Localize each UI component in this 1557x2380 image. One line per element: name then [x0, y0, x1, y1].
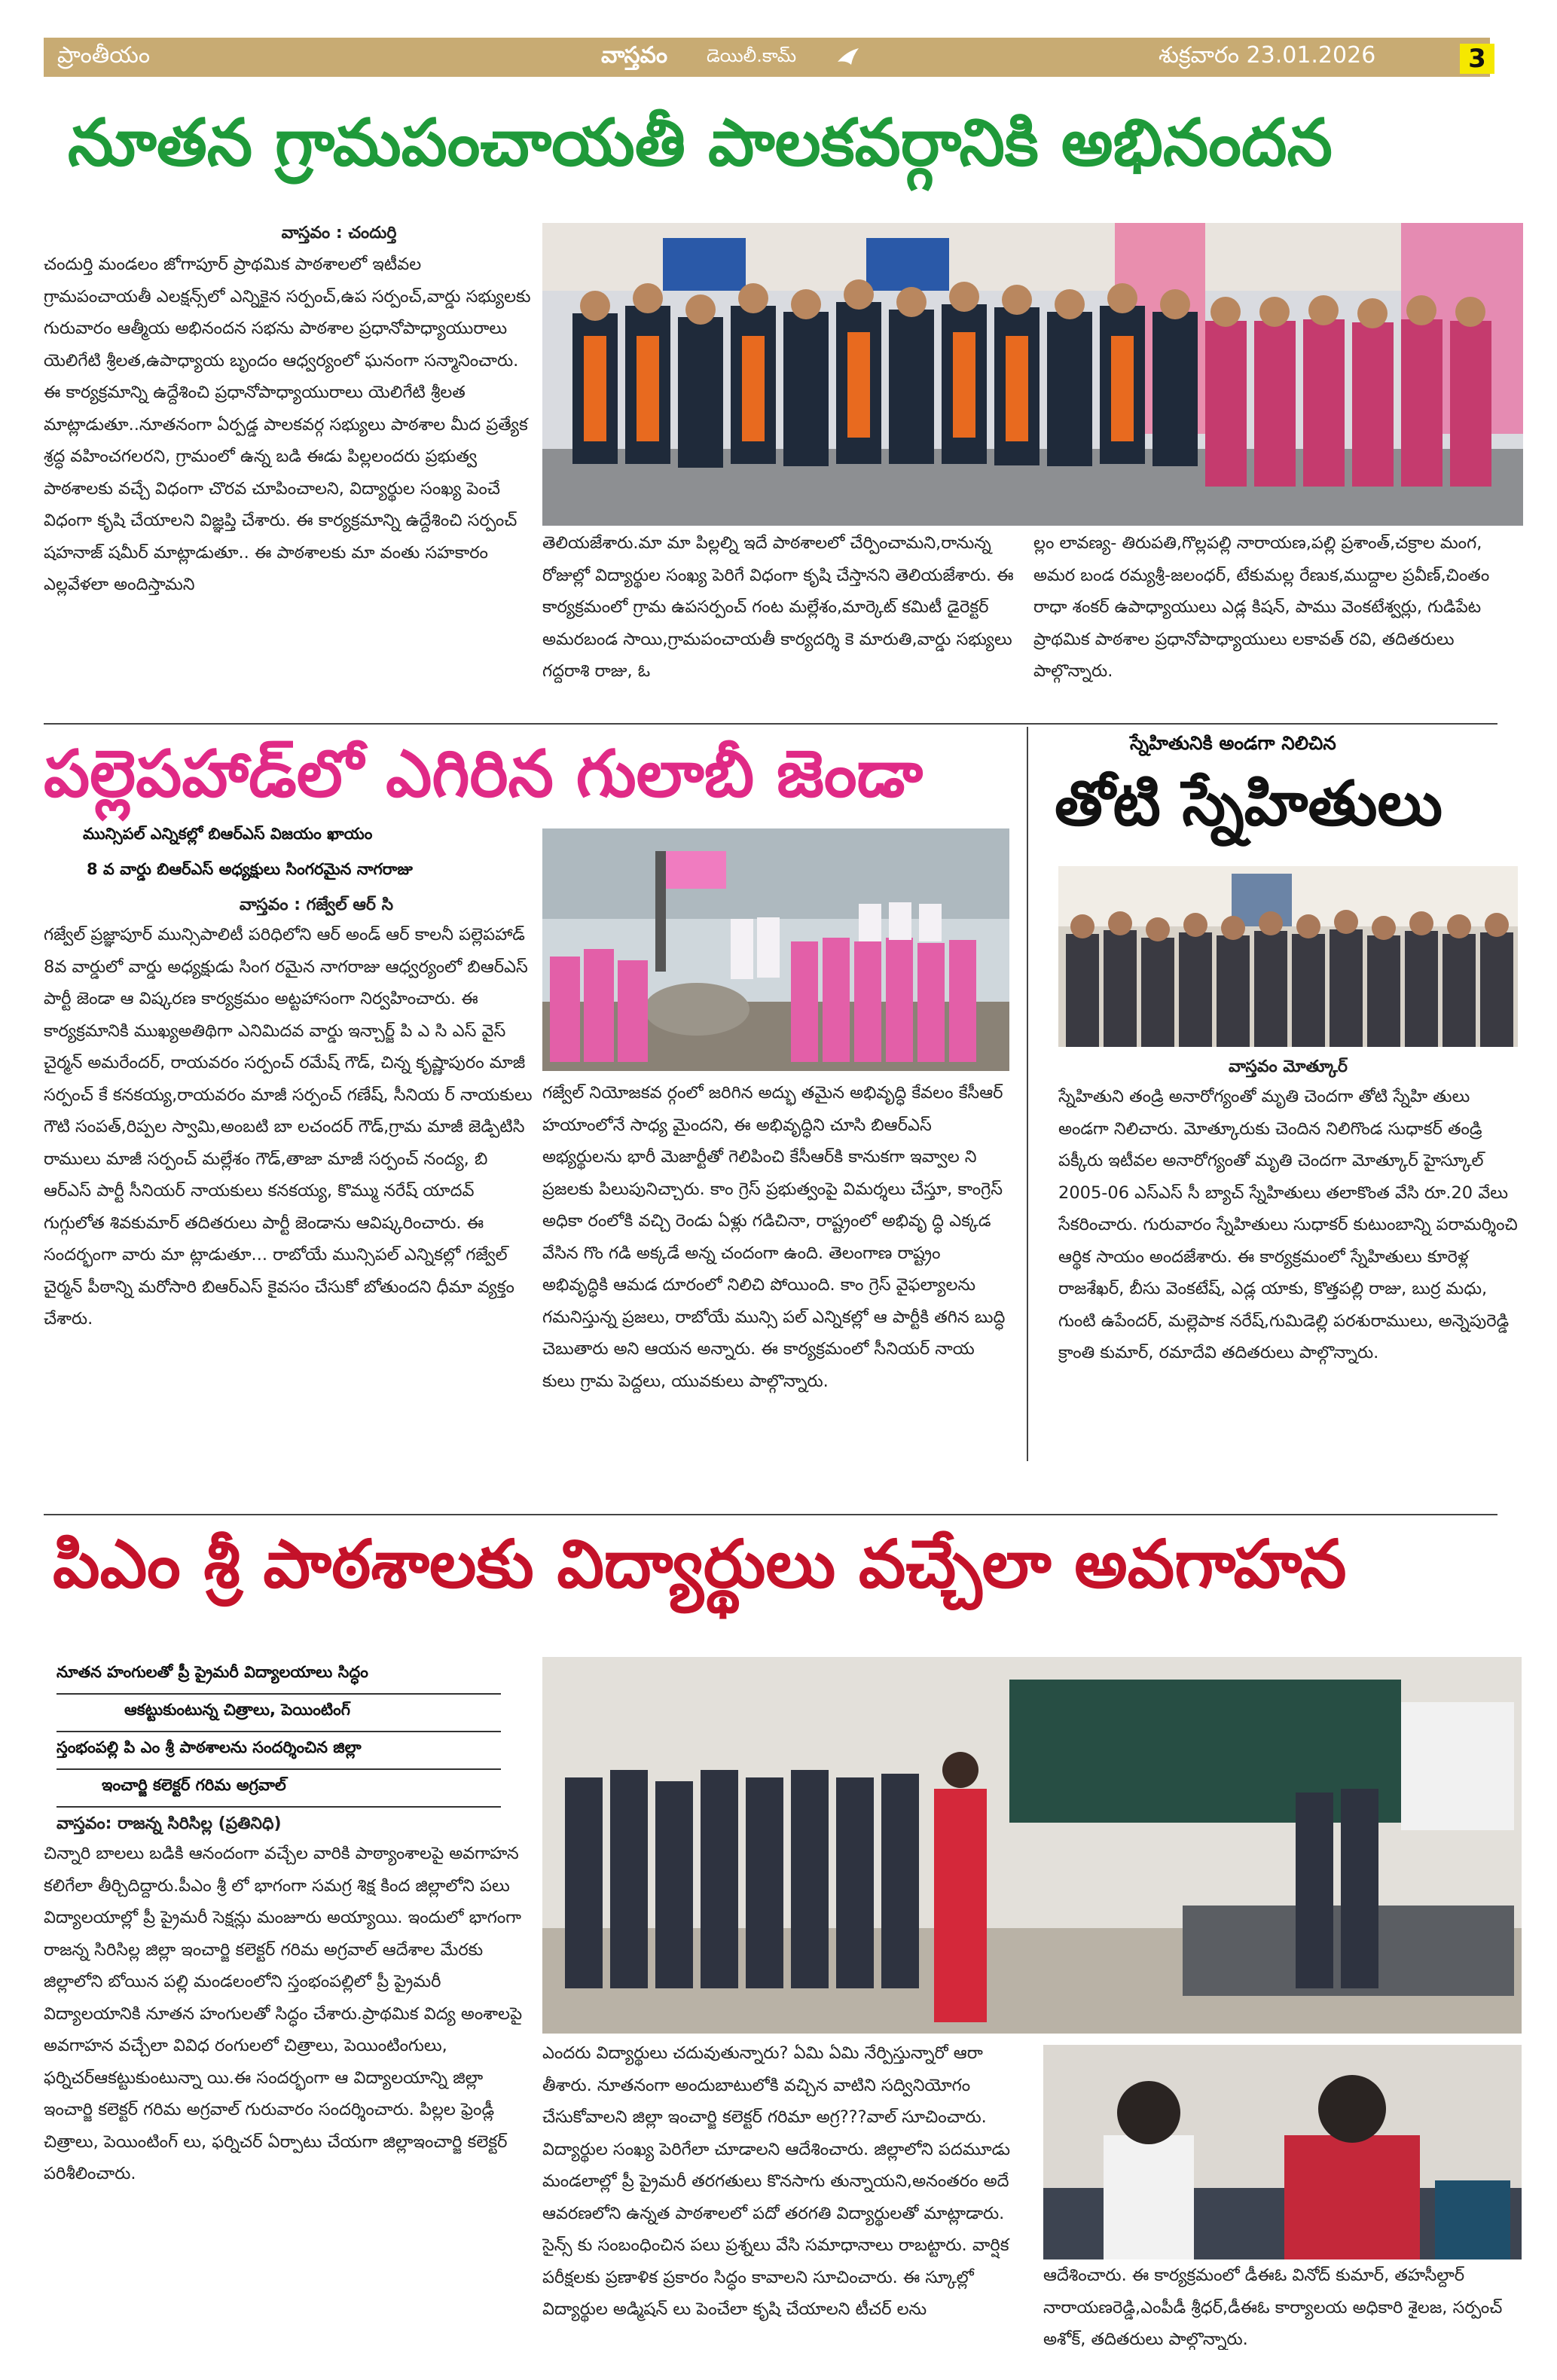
- story3-headline: తోటి స్నేహితులు: [1055, 768, 1443, 840]
- story1-col2: తెలియజేశారు.మా మా పిల్లల్ని ఇదే పాఠశాలలో చేర్పించామని,రానున్న రోజుల్లో విద్యార్థుల సంఖ్య పెరిగే విధంగా కృషి చేస్తానని తెలియజేశారు. ఈ కార్యక్రమంలో గ్రామ ఉపసర్పంచ్ గంట మల్లేశం,మార్కెట్ కమిటీ డైరెక్టర్ అమరబండ సాయి,గ్రామపంచాయతీ కార్యదర్శి కె మారుతి,వార్డు సభ్యులు గద్దరాశి రాజు, ఓ: [542, 533, 1014, 681]
- story4-col2: ఎందరు విద్యార్థులు చదువుతున్నారు? ఏమి ఏమి నేర్పిస్తున్నారో ఆరా తీశారు. నూతనంగా అందుబాటులోకి వచ్చిన వాటిని సద్వినియోగం చేసుకోవాలని జిల్లా ఇంచార్జి కలెక్టర్ గరిమా అగ్ర???వాల్ సూచించారు. విద్యార్థుల సంఖ్య పెరిగేలా చూడాలని ఆదేశించారు. జిల్లాలోని పదమూడు మండలాల్లో ప్రీ ప్రైమరీ తరగతులు కొనసాగు తున్నాయని,అనంతరం అదే ఆవరణలోని ఉన్నత పాఠశాలలో పదో తరగతి విద్యార్థులతో మాట్లాడారు. సైన్స్ కు సంబంధించిన పలు ప్రశ్నలు వేసి సమాధానాలు రాబట్టారు. వార్షిక పరీక్షలకు ప్రణాళిక ప్రకారం సిద్ధం కావాలని సూచించారు. ఈ స్కూల్లో విద్యార్థుల అడ్మిషన్ లు పెంచేలా కృషి చేయాలని టీచర్ లను: [542, 2043, 1011, 2319]
- story4-subheadline-3: స్తంభంపల్లి పి ఎం శ్రీ పాఠశాలను సందర్శించిన జిల్లా: [56, 1738, 362, 1756]
- section-divider-2: [44, 1514, 1497, 1515]
- story1-dateline: వాస్తవం : చందుర్తి: [281, 224, 397, 243]
- story2-col2: గజ్వేల్ నియోజకవ ర్గంలో జరిగిన అద్భు తమైన అభివృద్ధి కేవలం కేసీఆర్ హయాంలోనే సాధ్య మైందని, ఈ అభివృద్ధిని చూసి బిఆర్ఎస్ అభ్యర్థులను భారీ మెజార్టీతో గెలిపించి కేసీఆర్‌కి కానుకగా ఇవ్వాల ని ప్రజలకు పిలుపునిచ్చారు. కాం గ్రెస్ ప్రభుత్వంపై విమర్శలు చేస్తూ, కాంగ్రెస్ అధికా రంలోకి వచ్చి రెండు ఏళ్లు గడిచినా, రాష్ట్రంలో అభివృ ద్ధి ఎక్కడ వేసిన గొం గడి అక్కడే అన్న చందంగా ఉంది. తెలంగాణ రాష్ట్రం అభివృద్ధికి ఆమడ దూరంలో నిలిచి పోయింది. కాం గ్రెస్ వైఫల్యాలను గమనిస్తున్న ప్రజలు, రాబోయే మున్సి పల్ ఎన్నికల్లో ఆ పార్టీకి తగిన బుద్ధి చెబుతారు అని ఆయన అన్నారు. ఈ కార్యక్రమంలో సీనియర్ నాయ కులు గ్రామ పెద్దలు, యువకులు పాల్గొన్నారు.: [542, 1083, 1006, 1391]
- story3-photo: [1058, 866, 1518, 1047]
- story4-col1: చిన్నారి బాలలు బడికి ఆనందంగా వచ్చేల వారికి పాఠ్యాంశాలపై అవగాహన కలిగేలా తీర్చిదిద్దారు.పీఎం శ్రీ లో భాగంగా సమగ్ర శిక్ష కింద జిల్లాలోని పలు విద్యాలయాల్లో ప్రీ ప్రైమరీ సెక్షన్లు మంజూరు అయ్యాయి. ఇందులో భాగంగా రాజన్న సిరిసిల్ల జిల్లా ఇంచార్జి కలెక్టర్ గరిమ అగ్రవాల్ ఆదేశాల మేరకు జిల్లాలోని బోయిన పల్లి మండలంలోని స్తంభంపల్లిలో ప్రీ ప్రైమరీ విద్యాలయానికి నూతన హంగులతో సిద్ధం చేశారు.ప్రాథమిక విద్య అంశాలపై అవగాహన వచ్చేలా వివిధ రంగులలో చిత్రాలు, పెయింటింగులు, ఫర్నిచర్ఆకట్టుకుంటున్నా యి.ఈ సందర్భంగా ఆ విద్యాలయాన్ని జిల్లా ఇంచార్జి కలెక్టర్ గరిమ అగ్రవాల్ గురువారం సందర్శించారు. పిల్లల ఫ్రెండ్లీ చిత్రాలు, పెయింటింగ్ లు, ఫర్నిచర్ ఏర్పాటు చేయగా జిల్లాఇంచార్జి కలెక్టర్ పరిశీలించారు.: [44, 1844, 523, 2183]
- section-label: ప్రాంతీయం: [57, 42, 151, 69]
- story1-photo: [542, 223, 1523, 526]
- section-divider-1: [44, 723, 1497, 725]
- story4-subheadline-1: నూతన హంగులతో ప్రీ ప్రైమరీ విద్యాలయాలు సిద్ధం: [56, 1663, 368, 1681]
- story1-col1: చందుర్తి మండలం జోగాపూర్ ప్రాథమిక పాఠశాలలో ఇటీవల గ్రామపంచాయతీ ఎలక్షన్స్‌లో ఎన్నికైన సర్పంచ్,ఉప సర్పంచ్,వార్డు సభ్యులకు గురువారం ఆత్మీయ అభినందన సభను పాఠశాల ప్రధానోపాధ్యాయురాలు యెలిగేటి శ్రీలత,ఉపాధ్యాయ బృందం ఆధ్వర్యంలో ఘనంగా సన్మానించారు. ఈ కార్యక్రమాన్ని ఉద్దేశించి ప్రధానోపాధ్యాయురాలు యెలిగేటి శ్రీలత మాట్లాడుతూ..నూతనంగా ఏర్పడ్డ పాలకవర్గ సభ్యులు పాఠశాల మీద ప్రత్యేక శ్రద్ధ వహించగలరని, గ్రామంలో ఉన్న బడి ఈడు పిల్లలందరు ప్రభుత్వ పాఠశాలకు వచ్చే విధంగా చొరవ చూపించాలని, విద్యార్థుల సంఖ్య పెంచే విధంగా కృషి చేయాలని విజ్ఞప్తి చేశారు. ఈ కార్యక్రమాన్ని ఉద్దేశించి సర్పంచ్ షహనాజ్ షమీర్ మాట్లాడుతూ.. ఈ పాఠశాలకు మా వంతు సహకారం ఎల్లవేళలా అందిస్తామని: [44, 255, 531, 594]
- masthead-bar: [44, 38, 1490, 77]
- column-divider: [1027, 727, 1028, 1461]
- story2-col1: గజ్వేల్ ప్రజ్ఞాపూర్ మున్సిపాలిటీ పరిధిలోని ఆర్ అండ్ ఆర్ కాలనీ పల్లెపహాడ్ 8వ వార్డులో వార్డు అధ్యక్షుడు సింగ రమైన నాగరాజు ఆధ్వర్యంలో బిఆర్ఎస్ పార్టీ జెండా ఆ విష్కరణ కార్యక్రమం అట్టహాసంగా నిర్వహించారు. ఈ కార్యక్రమానికి ముఖ్యఅతిథిగా ఎనిమిదవ వార్డు ఇన్చార్జ్ పి ఎ సి ఎస్ వైస్ చైర్మన్ అమరేందర్, రాయవరం సర్పంచ్ రమేష్ గౌడ్, చిన్న కృష్ణాపురం మాజీ సర్పంచ్ కే కనకయ్య,రాయవరం మాజీ సర్పంచ్ గణేష్, సీనియ ర్ నాయకులు గౌటి సంపత్,రిప్పల స్వామి,అంబటి బా లచందర్ గౌడ్,గ్రామ మాజీ జెడ్పిటిసి రాములు మాజీ సర్పంచ్ మల్లేశం గౌడ్,తాజా మాజీ సర్పంచ్ నంద్య, బి ఆర్ఎస్ పార్టీ సీనియర్ నాయకులు కనకయ్య, కొమ్ము నరేష్ యాదవ్ గుగ్గులోత శివకుమార్ తదితరులు పార్టీ జెండాను ఆవిష్కరించారు. ఈ సందర్భంగా వారు మా ట్లాడుతూ... రాబోయే మున్సిపల్ ఎన్నికల్లో గజ్వేల్ చైర్మన్ పీఠాన్ని మరోసారి బిఆర్ఎస్ కైవసం చేసుకో బోతుందని ధీమా వ్యక్తం చేశారు.: [44, 925, 533, 1329]
- story4-subheadline-2: ఆకట్టుకుంటున్న చిత్రాలు, పెయింటింగ్: [124, 1701, 351, 1719]
- story2-photo: [542, 828, 1009, 1071]
- story2-subheadline-1: మున్సిపల్ ఎన్నికల్లో బిఆర్ఎస్ విజయం ఖాయం: [83, 825, 373, 843]
- story4-headline: పిఎం శ్రీ పాఠశాలకు విద్యార్థులు వచ్చేలా అవగాహన: [53, 1525, 1347, 1603]
- paper-suffix: డెయిలీ.కామ్: [707, 45, 797, 66]
- story2-dateline: వాస్తవం : గజ్వేల్ ఆర్ సి: [239, 896, 394, 914]
- issue-date: శుక్రవారం 23.01.2026: [1159, 42, 1376, 69]
- story4-col3: ఆదేశించారు. ఈ కార్యక్రమంలో డీఈఓ వినోద్ కుమార్, తహసీల్దార్ నారాయణరెడ్డి,ఎంపీడీ శ్రీధర్,డీఈఓ కార్యాలయ అధికారి శైలజ, సర్పంచ్ అశోక్, తదితరులు పాల్గొన్నారు.: [1043, 2266, 1503, 2349]
- bird-icon: [836, 45, 862, 69]
- story3-body: స్నేహితుని తండ్రి అనారోగ్యంతో మృతి చెందగా తోటి స్నేహి తులు అండగా నిలిచారు. మోత్కూరుకు చెందిన నిలిగొండ సుధాకర్ తండ్రి పక్కీరు ఇటీవల అనారోగ్యంతో మృతి చెందగా మోత్కూర్ హైస్కూల్ 2005-06 ఎస్ఎస్ సీ బ్యాచ్ స్నేహితులు తలాకొంత వేసి రూ.20 వేలు సేకరించారు. గురువారం స్నేహితులు సుధాకర్ కుటుంబాన్ని పరామర్శించి ఆర్థిక సాయం అందజేశారు. ఈ కార్యక్రమంలో స్నేహితులు కూరెళ్ల రాజశేఖర్, బీసు వెంకటేష్, ఎడ్ల యాకు, కొత్తపల్లి రాజు, బుర్ర మధు, గుంటి ఉపేందర్, మల్లెపాక నరేష్,గుమిడెల్లి పరశురాములు, అన్నెపురెడ్డి క్రాంతి కుమార్, రమాదేవి తదితరులు పాల్గొన్నారు.: [1058, 1087, 1518, 1362]
- story4-subheadline-4: ఇంచార్జి కలెక్టర్ గరిమ అగ్రవాల్: [102, 1776, 286, 1794]
- story2-headline: పల్లెపహాడ్‌లో ఎగిరిన గులాబీ జెండా: [44, 737, 924, 812]
- story1-col3: ల్లం లావణ్య- తిరుపతి,గొల్లపల్లి నారాయణ,పల్లి ప్రశాంత్,చక్రాల మంగ, అమర బండ రమ్యశ్రీ-జలంధర్, టేకుమల్ల రేణుక,ముద్దాల ప్రవీణ్,చింతం రాధా శంకర్ ఉపాధ్యాయులు ఎడ్ల కిషన్, పాము వెంకటేశ్వర్లు, గుడిపేట ప్రాథమిక పాఠశాల ప్రధానోపాధ్యాయులు లకావత్ రవి, తదితరులు పాల్గొన్నారు.: [1033, 533, 1490, 681]
- story4-dateline: వాస్తవం: రాజన్న సిరిసిల్ల (ప్రతినిధి): [56, 1814, 282, 1833]
- story3-dateline: వాస్తవం మోత్కూర్: [1229, 1057, 1348, 1076]
- page-number: 3: [1460, 44, 1494, 74]
- paper-name: వాస్తవం: [601, 42, 668, 69]
- story4-classroom-photo: [542, 1657, 1522, 2034]
- story3-kicker: స్నేహితునికి అండగా నిలిచిన: [1130, 732, 1336, 754]
- story2-subheadline-2: 8 వ వార్డు బిఆర్ఎస్ అధ్యక్షులు సింగరమైన నాగరాజు: [87, 860, 413, 878]
- story1-headline: నూతన గ్రామపంచాయతీ పాలకవర్గానికి అభినందన: [68, 105, 1333, 181]
- story4-inset-photo: [1043, 2045, 1522, 2259]
